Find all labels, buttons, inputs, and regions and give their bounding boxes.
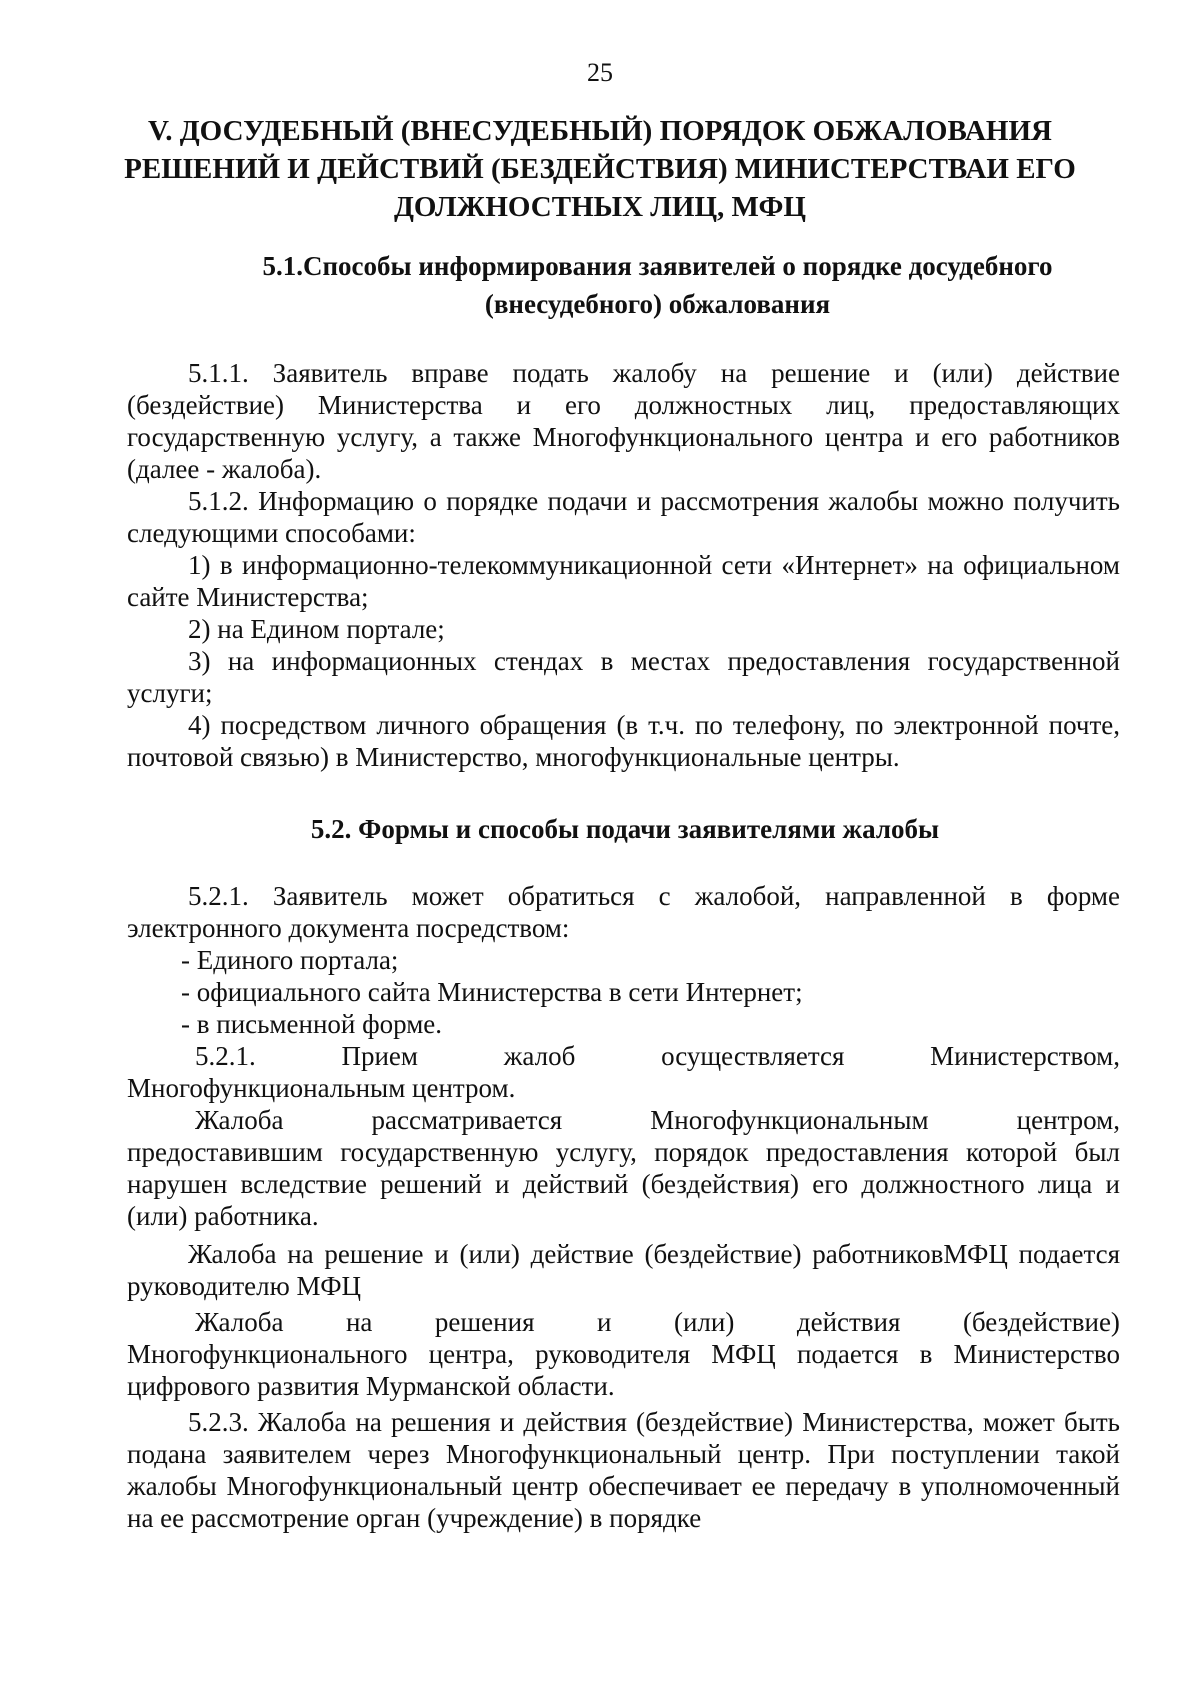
- section-5-2-title: 5.2. Формы и способы подачи заявителями жалобы: [310, 814, 940, 844]
- word: центром,: [1016, 1105, 1120, 1135]
- paragraph-complaint-review-rest: предоставившим государственную услугу, порядок предоставления которой был нарушен вследствие решений и действий (бездействия) его должностного лица и (или) работника.: [127, 1137, 1120, 1231]
- word: Жалоба: [195, 1307, 284, 1337]
- word: и: [597, 1307, 612, 1337]
- page-number: 25: [587, 58, 613, 87]
- paragraph-complaint-mfc-staff: Жалоба на решение и (или) действие (бездействие) работниковМФЦ подается руководителю МФЦ: [127, 1239, 1120, 1301]
- paragraph-complaint-mfc-rest: Многофункционального центра, руководителя МФЦ подается в Министерство цифрового развития Мурманской области.: [127, 1339, 1120, 1401]
- paragraph-complaint-mfc-first-line: [127, 1306, 1120, 1338]
- word: жалоб: [503, 1041, 576, 1071]
- word: Прием: [341, 1041, 419, 1071]
- word: Жалоба: [195, 1105, 284, 1135]
- word: (или): [673, 1307, 735, 1337]
- word: осуществляется: [661, 1041, 845, 1071]
- dash-item-3: - в письменной форме.: [181, 1009, 443, 1039]
- word: рассматривается: [371, 1105, 563, 1135]
- paragraph-5-2-3: 5.2.3. Жалоба на решения и действия (бездействие) Министерства, может быть подана заявителем через Многофункциональный центр. При поступлении такой жалобы Многофункциональный центр обеспечивает ее передачу в уполномоченный на ее рассмотрение орган (учреждение) в порядке: [127, 1407, 1120, 1533]
- word: на: [345, 1307, 373, 1337]
- paragraph-complaint-review-first-line: [127, 1104, 1120, 1136]
- list-item-2: 2) на Едином портале;: [188, 614, 445, 644]
- paragraph-5-1-1: 5.1.1. Заявитель вправе подать жалобу на решение и (или) действие (бездействие) Министерства и его должностных лиц, предоставляющих государственную услугу, а также Многофункционального центра и его работников (далее - жалоба).: [127, 358, 1120, 484]
- list-item-1: 1) в информационно-телекоммуникационной сети «Интернет» на официальном сайте Министерства;: [127, 550, 1120, 612]
- section-5-1-title: 5.1.Способы информирования заявителей о порядке досудебного (внесудебного) обжалования: [262, 251, 1053, 319]
- section-5-2-body: [127, 880, 1120, 1534]
- word: решения: [434, 1307, 535, 1337]
- paragraph-5-2-1b-rest: Многофункциональным центром.: [127, 1073, 516, 1103]
- list-item-4: 4) посредством личного обращения (в т.ч. по телефону, по электронной почте, почтовой связью) в Министерство, многофункциональные центры.: [127, 710, 1120, 772]
- section-5-1-body: [127, 357, 1120, 773]
- word: 5.2.1.: [195, 1041, 256, 1071]
- paragraph-5-2-1b-first-line: [127, 1040, 1120, 1072]
- dash-item-2: - официального сайта Министерства в сети Интернет;: [181, 977, 803, 1007]
- chapter-title: V. ДОСУДЕБНЫЙ (ВНЕСУДЕБНЫЙ) ПОРЯДОК ОБЖАЛОВАНИЯ РЕШЕНИЙ И ДЕЙСТВИЙ (БЕЗДЕЙСТВИЯ) МИНИСТЕРСТВАИ ЕГО ДОЛЖНОСТНЫХ ЛИЦ, МФЦ: [124, 115, 1076, 223]
- word: Министерством,: [930, 1041, 1120, 1071]
- word: (бездействие): [962, 1307, 1120, 1337]
- word: действия: [796, 1307, 901, 1337]
- word: Многофункциональным: [650, 1105, 929, 1135]
- dash-item-1: - Единого портала;: [181, 945, 399, 975]
- list-item-3: 3) на информационных стендах в местах предоставления государственной услуги;: [127, 646, 1120, 708]
- paragraph-5-2-1: 5.2.1. Заявитель может обратиться с жалобой, направленной в форме электронного документа посредством:: [127, 881, 1120, 943]
- paragraph-5-1-2: 5.1.2. Информацию о порядке подачи и рассмотрения жалобы можно получить следующими способами:: [127, 486, 1120, 548]
